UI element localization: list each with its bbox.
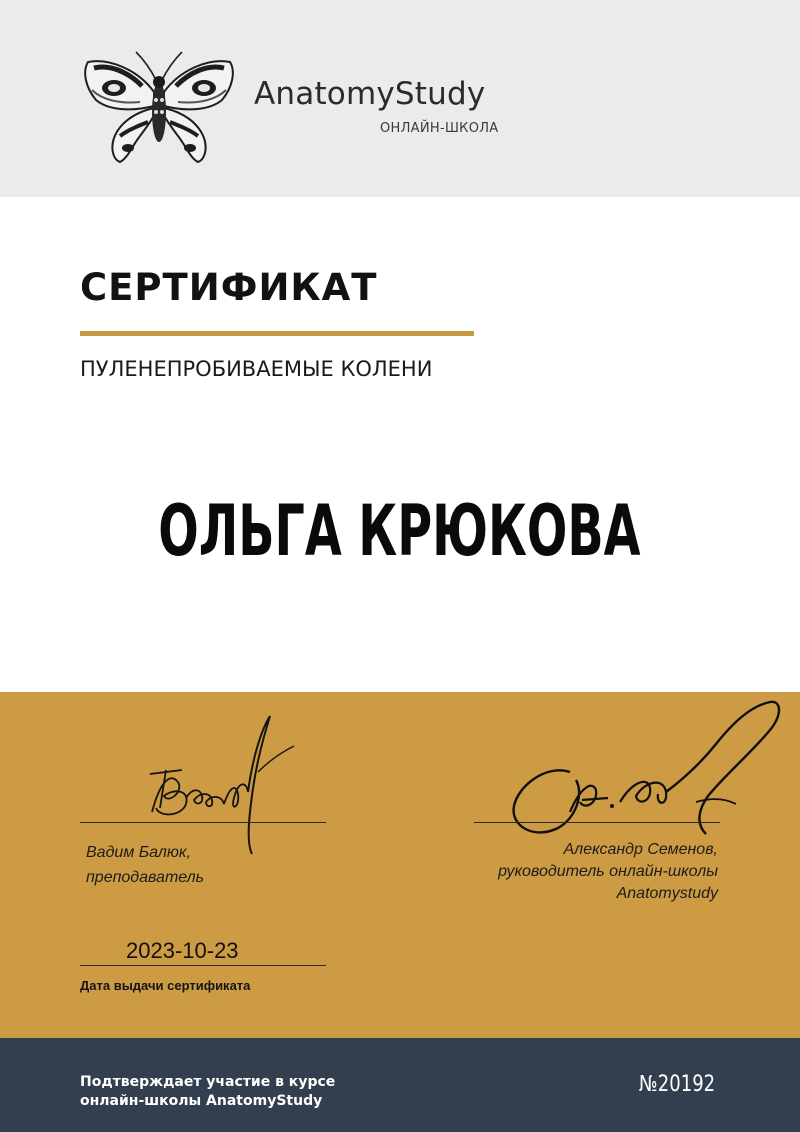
certificate-header xyxy=(0,0,800,197)
issue-date-line xyxy=(80,965,326,966)
signature-left-image xyxy=(130,712,300,857)
issue-date: 2023-10-23 xyxy=(126,938,239,963)
issue-date-label: Дата выдачи сертификата xyxy=(80,978,251,993)
course-name: ПУЛЕНЕПРОБИВАЕМЫЕ КОЛЕНИ xyxy=(80,357,433,381)
signer-right-role: руководитель онлайн-школы xyxy=(498,863,718,880)
footer-statement xyxy=(80,1073,335,1111)
brand-name: AnatomyStudy xyxy=(254,76,486,112)
brand-subtitle: ОНЛАЙН-ШКОЛА xyxy=(380,121,499,136)
signature-right-line xyxy=(474,822,720,823)
signer-left-name: Вадим Балюк, xyxy=(86,844,191,861)
footer-line-2: онлайн-школы AnatomyStudy xyxy=(80,1093,323,1109)
signer-right-name: Александр Семенов, xyxy=(563,841,718,858)
title-divider xyxy=(80,331,474,336)
signature-left-line xyxy=(80,822,326,823)
certificate-title: СЕРТИФИКАТ xyxy=(80,266,378,309)
signer-left-role: преподаватель xyxy=(86,869,205,886)
butterfly-icon xyxy=(80,50,238,166)
signer-right-organization: Anatomystudy xyxy=(616,885,718,902)
certificate-number: №20192 xyxy=(639,1072,716,1097)
footer-line-1: Подтверждает участие в курсе xyxy=(80,1074,336,1090)
recipient-name: ОЛЬГА КРЮКОВА xyxy=(158,490,641,572)
